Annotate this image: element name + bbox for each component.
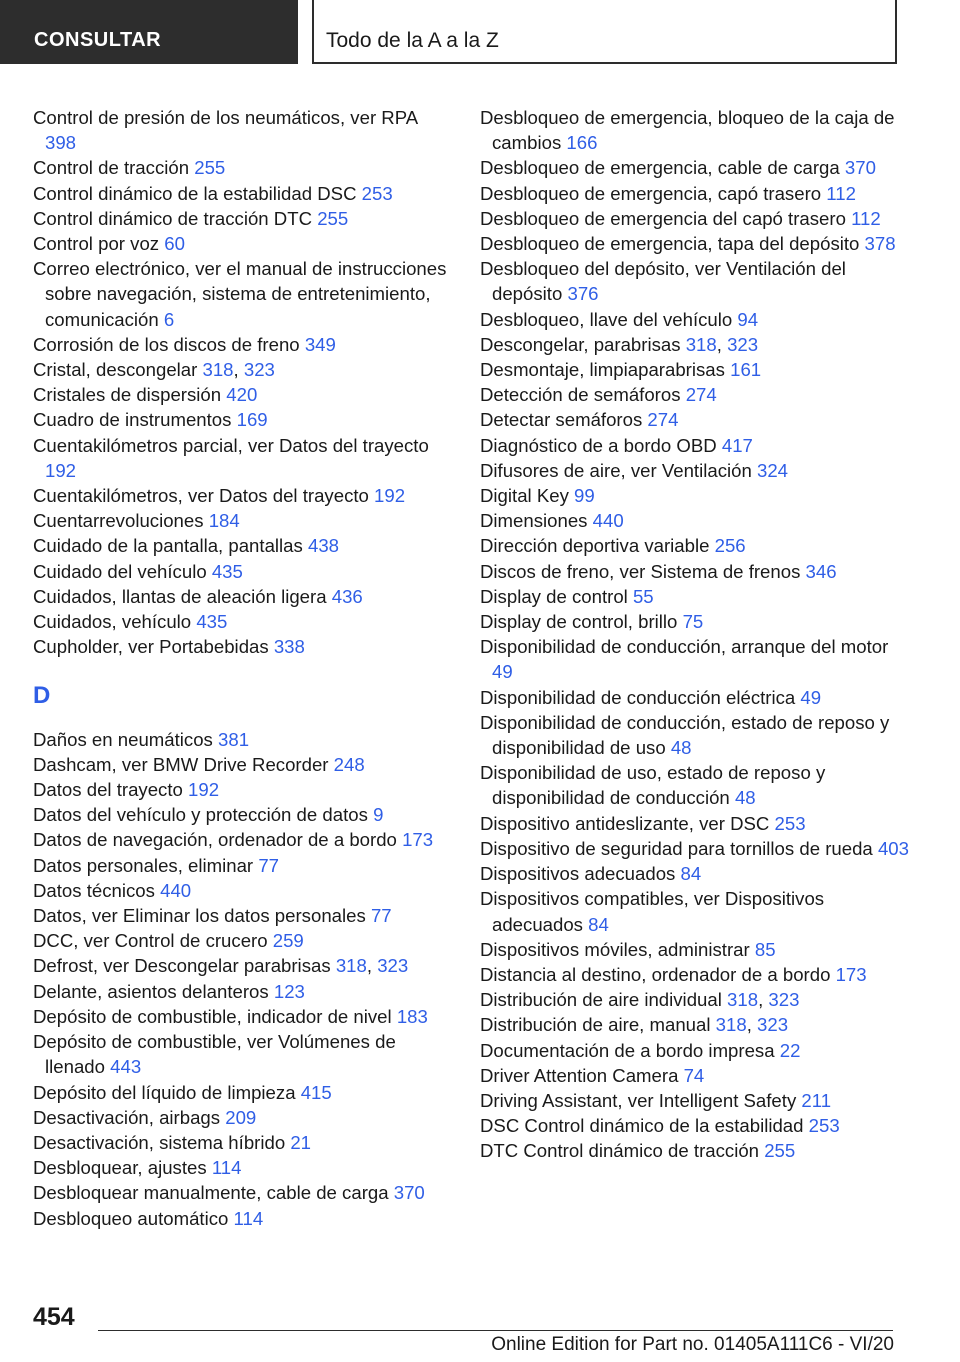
page-link[interactable]: 440 — [592, 510, 624, 532]
index-entry-text: Disponibilidad de conducción, estado de reposo y disponibilidad de uso — [480, 711, 890, 759]
index-entry — [480, 105, 910, 155]
page-link[interactable]: 436 — [331, 585, 363, 607]
index-entry — [33, 1180, 453, 1205]
page-link[interactable]: 22 — [779, 1039, 801, 1061]
index-entry — [480, 710, 910, 760]
index-entry-text: Datos del trayecto — [33, 779, 183, 801]
index-entry-text: Distribución de aire individual — [480, 989, 722, 1011]
index-entry — [480, 458, 910, 483]
index-entry — [33, 1130, 453, 1155]
index-entry-text: Datos del vehículo y protección de datos — [33, 804, 368, 826]
index-entry-text: Control dinámico de la estabilidad DSC — [33, 182, 357, 204]
page-link[interactable]: 378 — [864, 233, 896, 255]
index-entry — [480, 1063, 910, 1088]
index-entry — [33, 802, 453, 827]
index-entry — [33, 979, 453, 1004]
index-entry-text: Disponibilidad de conducción eléctrica — [480, 686, 796, 708]
index-entry — [480, 483, 910, 508]
index-entry: Distribución de aire, manual 318, 323 — [480, 1014, 789, 1036]
page-link[interactable]: 443 — [110, 1056, 142, 1078]
page-link[interactable]: 376 — [567, 283, 599, 305]
index-entry — [33, 155, 453, 180]
index-entry — [33, 777, 453, 802]
index-entry — [33, 1155, 453, 1180]
index-entry-text: Digital Key — [480, 485, 569, 507]
page-link[interactable]: 99 — [574, 485, 595, 507]
index-entry-text: Defrost, ver Descongelar parabrisas — [33, 955, 331, 977]
page-link[interactable]: 48 — [734, 787, 756, 809]
index-entry — [480, 206, 910, 231]
page-link[interactable]: 114 — [211, 1157, 242, 1179]
index-entry — [480, 231, 910, 256]
index-entry-text: Depósito del líquido de limpieza — [33, 1081, 296, 1103]
index-entry-text: Documentación de a bordo impresa — [480, 1039, 775, 1061]
index-entry — [33, 231, 453, 256]
page-link[interactable]: 318 — [202, 359, 234, 381]
page-link[interactable]: 9 — [373, 804, 384, 826]
index-entry-text: Desbloqueo de emergencia del capó trasero — [480, 207, 846, 229]
page-link[interactable]: 323 — [243, 359, 275, 381]
page-link[interactable]: 173 — [835, 963, 867, 985]
index-entry — [33, 382, 453, 407]
page-link[interactable]: 209 — [225, 1106, 257, 1128]
index-entry — [33, 634, 453, 659]
page-link[interactable]: 192 — [45, 459, 77, 481]
index-entry-text: Dispositivo antideslizante, ver DSC — [480, 812, 770, 834]
index-entry-text: Display de control, brillo — [480, 611, 678, 633]
page-number: 454 — [33, 1303, 75, 1331]
page-link[interactable]: 440 — [160, 879, 192, 901]
index-entry — [33, 332, 453, 357]
page-link[interactable]: 255 — [317, 207, 349, 229]
page-link[interactable]: 381 — [218, 728, 250, 750]
index-entry — [480, 609, 910, 634]
index-entry — [480, 155, 910, 180]
page-link[interactable]: 183 — [396, 1005, 428, 1027]
page-link[interactable]: 323 — [377, 955, 409, 977]
index-column-right — [480, 105, 910, 1164]
index-entry — [33, 853, 453, 878]
index-column-left — [33, 105, 453, 1231]
page-link[interactable]: 338 — [273, 636, 305, 658]
index-entry-text: Desbloqueo de emergencia, cable de carga — [480, 157, 840, 179]
index-entry-text: Distribución de aire, manual — [480, 1014, 711, 1036]
index-entry-text: Cupholder, ver Portabebidas — [33, 636, 269, 658]
index-entry-text: Cuentakilómetros, ver Datos del trayecto — [33, 485, 369, 507]
page-link[interactable]: 55 — [632, 585, 654, 607]
page-link[interactable]: 49 — [492, 661, 513, 683]
index-entry-text: Disponibilidad de uso, estado de reposo y disponibilidad de conducción — [480, 762, 826, 809]
page-link[interactable]: 84 — [680, 863, 702, 885]
index-entry — [480, 1088, 910, 1113]
page-link[interactable]: 349 — [304, 333, 336, 355]
page-link[interactable]: 74 — [683, 1064, 705, 1086]
page-link[interactable]: 192 — [188, 779, 220, 801]
index-entry — [33, 206, 453, 231]
index-entry-text: Depósito de combustible, indicador de nivel — [33, 1005, 392, 1027]
index-entry — [480, 1113, 910, 1138]
index-entry-text: Delante, asientos delanteros — [33, 980, 269, 1002]
index-entry-text: Cristal, descongelar — [33, 359, 198, 381]
index-entry-text: Desmontaje, limpiaparabrisas — [480, 359, 725, 381]
index-entry-text: Desbloqueo del depósito, ver Ventilación del depósito — [480, 258, 846, 305]
index-entry-text: Cuidado del vehículo — [33, 560, 207, 582]
page-link[interactable]: 259 — [272, 930, 304, 952]
page-link[interactable]: 84 — [588, 913, 609, 935]
index-entry-text: Cuidados, llantas de aleación ligera — [33, 585, 327, 607]
index-entry-text: Difusores de aire, ver Ventilación — [480, 459, 752, 481]
page-link[interactable]: 324 — [757, 459, 789, 481]
index-entry — [33, 928, 453, 953]
page-link[interactable]: 94 — [737, 308, 759, 330]
section-tab — [0, 0, 298, 64]
index-entry — [480, 407, 910, 432]
index-entry — [33, 752, 453, 777]
section-label: CONSULTAR — [34, 29, 162, 51]
index-entry-text: Daños en neumáticos — [33, 728, 213, 750]
index-entry — [480, 559, 910, 584]
page-link[interactable]: 184 — [208, 510, 240, 532]
page-link[interactable]: 370 — [844, 157, 876, 179]
page-link[interactable]: 318 — [727, 989, 759, 1011]
page-link[interactable]: 60 — [164, 233, 185, 255]
edition-footer: Online Edition for Part no. 01405A111C6 - VI/20 — [491, 1334, 894, 1355]
index-entry — [33, 1206, 453, 1231]
index-entry-text: Cuadro de instrumentos — [33, 409, 232, 431]
page-link[interactable]: 255 — [194, 157, 226, 179]
index-entry — [480, 307, 910, 332]
index-entry-text: Control de tracción — [33, 157, 190, 179]
index-entry-text: Cuidado de la pantalla, pantallas — [33, 535, 303, 557]
page-link[interactable]: 173 — [402, 829, 434, 851]
index-entry-text: Cuentakilómetros parcial, ver Datos del trayecto — [33, 434, 429, 456]
page-title: Todo de la A a la Z — [326, 29, 499, 52]
index-entry-text: DSC Control dinámico de la estabilidad — [480, 1115, 804, 1137]
index-entry-text: Detección de semáforos — [480, 384, 681, 406]
index-entry — [480, 357, 910, 382]
page-link[interactable]: 248 — [333, 753, 365, 775]
index-entry — [33, 105, 453, 155]
index-entry — [33, 727, 453, 752]
index-entry — [33, 609, 453, 634]
index-entry-text: DTC Control dinámico de tracción — [480, 1140, 760, 1162]
page-link[interactable]: 323 — [768, 989, 800, 1011]
index-entry — [480, 685, 910, 710]
index-entry-text: Corrosión de los discos de freno — [33, 333, 300, 355]
page-link[interactable]: 435 — [211, 560, 243, 582]
index-entry-text: Control dinámico de tracción DTC — [33, 207, 313, 229]
index-entry — [480, 433, 910, 458]
page-link[interactable]: 346 — [805, 560, 837, 582]
index-entry-text: Datos técnicos — [33, 879, 155, 901]
index-entry — [480, 811, 910, 836]
index-entry — [480, 861, 910, 886]
index-entry — [480, 760, 910, 810]
index-entry: Descongelar, parabrisas 318, 323 — [480, 333, 759, 355]
page-link[interactable]: 370 — [393, 1182, 425, 1204]
index-entry — [480, 256, 910, 306]
index-entry-text: Dispositivo de seguridad para tornillos de rueda — [480, 837, 873, 859]
index-entry-text: Disponibilidad de conducción, arranque del motor — [480, 636, 889, 658]
page-link[interactable]: 403 — [877, 837, 909, 859]
page-link[interactable]: 112 — [851, 207, 881, 229]
index-entry — [480, 508, 910, 533]
index-entry — [33, 407, 453, 432]
index-entry-text: Control de presión de los neumáticos, ver RPA — [33, 107, 418, 128]
index-entry-text: Distancia al destino, ordenador de a bordo — [480, 963, 831, 985]
page-link[interactable]: 169 — [236, 409, 268, 431]
index-entry-text: Datos de navegación, ordenador de a bordo — [33, 829, 397, 851]
index-entry — [480, 937, 910, 962]
index-entry-text: Correo electrónico, ver el manual de instrucciones sobre navegación, sistema de entretenimiento, comunicación — [33, 258, 447, 330]
page-link[interactable]: 420 — [226, 384, 258, 406]
index-entry: Distribución de aire individual 318, 323 — [480, 989, 800, 1011]
page-link[interactable]: 415 — [300, 1081, 332, 1103]
page-link[interactable]: 398 — [45, 132, 77, 154]
index-entry-text: Cuidados, vehículo — [33, 611, 192, 633]
page-link[interactable]: 75 — [682, 611, 704, 633]
index-entry — [480, 1138, 910, 1163]
page-link[interactable]: 274 — [685, 384, 717, 406]
page-link[interactable]: 21 — [290, 1131, 312, 1153]
index-entry-text: Cristales de dispersión — [33, 384, 222, 406]
page-link[interactable]: 318 — [715, 1014, 747, 1036]
index-entry-text: Desbloqueo de emergencia, bloqueo de la caja de cambios — [480, 107, 895, 154]
index-entry-text: Driving Assistant, ver Intelligent Safety — [480, 1089, 797, 1111]
index-entry-text: Discos de freno, ver Sistema de frenos — [480, 560, 801, 582]
page-link[interactable]: 253 — [361, 182, 393, 204]
index-entry — [480, 382, 910, 407]
index-entry — [480, 584, 910, 609]
footer-divider — [98, 1330, 893, 1331]
page-link[interactable]: 49 — [800, 686, 822, 708]
page-link[interactable]: 438 — [307, 535, 340, 557]
index-entry-text: Dashcam, ver BMW Drive Recorder — [33, 753, 329, 775]
index-entry-text: Datos personales, eliminar — [33, 854, 254, 876]
index-entry — [33, 181, 453, 206]
index-entry-text: Desactivación, sistema híbrido — [33, 1131, 286, 1153]
index-letter-heading: D — [33, 682, 51, 710]
index-entry — [33, 256, 453, 332]
index-entry: Defrost, ver Descongelar parabrisas 318, 323 — [33, 955, 409, 977]
page-link[interactable]: 256 — [714, 535, 746, 557]
index-entry — [480, 886, 910, 936]
index-entry-text: Desbloquear, ajustes — [33, 1157, 207, 1179]
index-entry — [480, 1038, 910, 1063]
page-link[interactable]: 77 — [370, 905, 392, 927]
index-entry: Cristal, descongelar 318, 323 — [33, 359, 275, 381]
index-entry — [480, 533, 910, 558]
index-entry-text: Dimensiones — [480, 510, 588, 532]
page-link[interactable]: 211 — [801, 1089, 832, 1111]
index-entry-text: Desbloqueo de emergencia, tapa del depósito — [480, 233, 860, 255]
index-entry-text: Desbloqueo, llave del vehículo — [480, 308, 733, 330]
index-entry — [33, 433, 453, 483]
index-entry — [33, 1004, 453, 1029]
page-link[interactable]: 318 — [335, 955, 367, 977]
page-link[interactable]: 114 — [233, 1207, 264, 1229]
page-link[interactable]: 323 — [727, 333, 759, 355]
index-entry — [480, 836, 910, 861]
index-entry-text: Detectar semáforos — [480, 409, 643, 431]
index-entry — [33, 559, 453, 584]
index-entry — [33, 903, 453, 928]
index-entry-text: Dispositivos adecuados — [480, 863, 676, 885]
index-entry — [33, 584, 453, 609]
page-link[interactable]: 6 — [163, 308, 175, 330]
page-link[interactable]: 192 — [374, 485, 406, 507]
page-link[interactable]: 253 — [808, 1115, 840, 1137]
page-link[interactable]: 323 — [757, 1014, 789, 1036]
index-entry-text: Dispositivos móviles, administrar — [480, 938, 750, 960]
index-entry-text: Dirección deportiva variable — [480, 535, 710, 557]
page-link[interactable]: 112 — [826, 182, 856, 204]
page-link[interactable]: 77 — [258, 854, 279, 876]
index-entry-text: Desbloquear manualmente, cable de carga — [33, 1182, 389, 1204]
index-entry — [33, 1080, 453, 1105]
page-link[interactable]: 274 — [647, 409, 679, 431]
index-entry — [33, 508, 453, 533]
index-entry — [480, 634, 910, 684]
page-link[interactable]: 48 — [670, 737, 692, 759]
page-link[interactable]: 253 — [774, 812, 806, 834]
index-entry — [33, 1105, 453, 1130]
index-entry — [33, 1029, 453, 1079]
index-entry-text: DCC, ver Control de crucero — [33, 930, 268, 952]
page-link[interactable]: 166 — [566, 132, 598, 154]
index-entry — [33, 827, 453, 852]
index-entry — [480, 962, 910, 987]
index-entry-text: Descongelar, parabrisas — [480, 333, 681, 355]
index-entry-text: Display de control — [480, 585, 628, 607]
index-entry — [480, 181, 910, 206]
index-entry — [33, 483, 453, 508]
index-entry-text: Cuentarrevoluciones — [33, 510, 204, 532]
page-link[interactable]: 417 — [721, 434, 753, 456]
index-entry-text: Desactivación, airbags — [33, 1106, 221, 1128]
page-link[interactable]: 435 — [196, 611, 228, 633]
index-entry-text: Depósito de combustible, ver Volúmenes de llenado — [33, 1031, 396, 1078]
page-link[interactable]: 85 — [754, 938, 776, 960]
index-entry-text: Driver Attention Camera — [480, 1064, 679, 1086]
index-entry-text: Dispositivos compatibles, ver Dispositivos adecuados — [480, 888, 825, 935]
page-link[interactable]: 318 — [685, 333, 717, 355]
page-link[interactable]: 123 — [273, 980, 305, 1002]
index-entry-text: Control por voz — [33, 233, 160, 255]
page-link[interactable]: 255 — [764, 1140, 796, 1162]
index-entry — [33, 878, 453, 903]
index-entry-text: Desbloqueo automático — [33, 1207, 229, 1229]
index-entry — [33, 533, 453, 558]
index-entry-text: Desbloqueo de emergencia, capó trasero — [480, 182, 822, 204]
index-entry-text: Diagnóstico de a bordo OBD — [480, 434, 717, 456]
index-entry-text: Datos, ver Eliminar los datos personales — [33, 905, 366, 927]
page-link[interactable]: 161 — [730, 359, 762, 381]
